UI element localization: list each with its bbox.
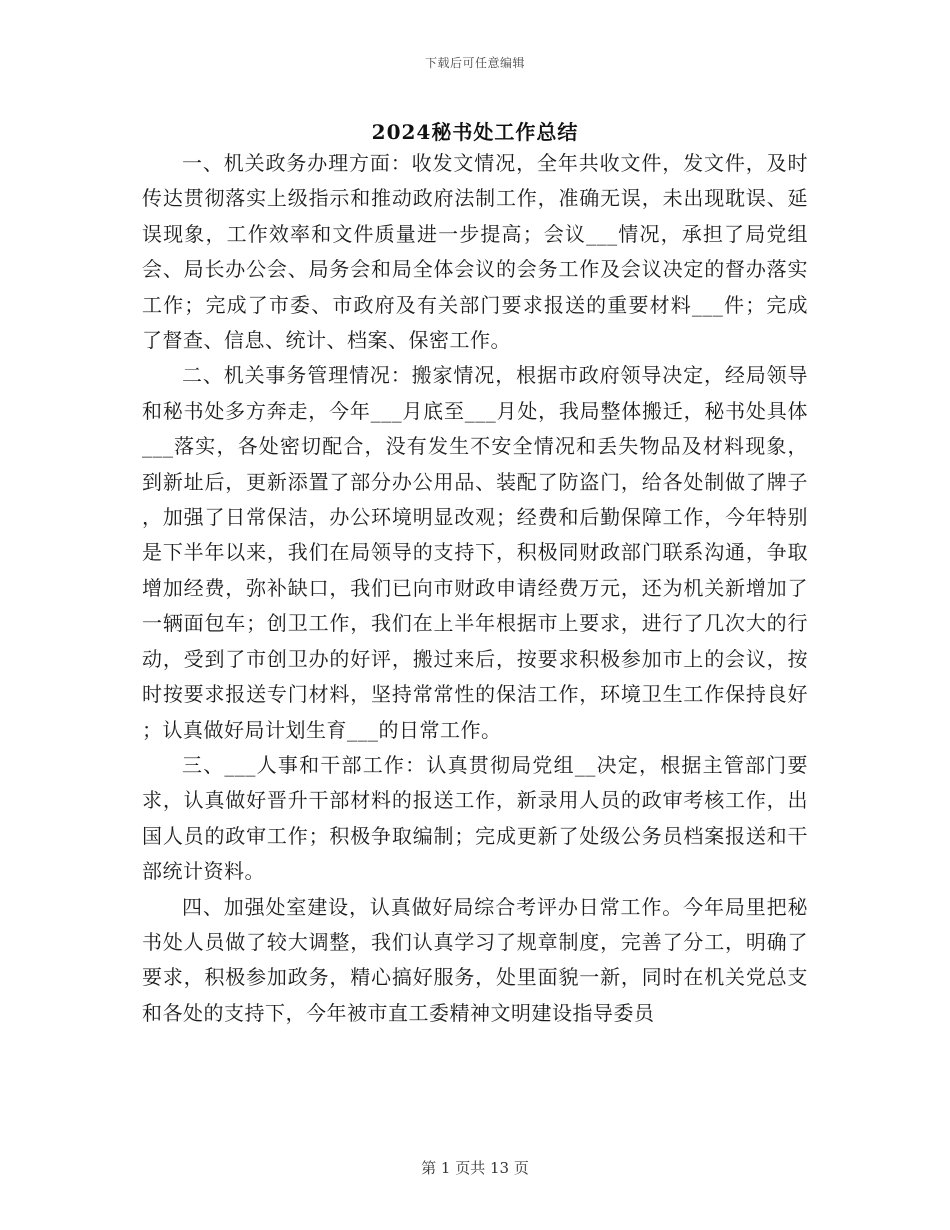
paragraph-4: 四、加强处室建设，认真做好局综合考评办日常工作。今年局里把秘书处人员做了较大调整，我们认真学习了规章制度，完善了分工，明确了要求，积极参加政务，精心搞好服务，处里面貌一新，同时在机关党总支和各处的支持下，今年被市直工委精神文明建设指导委员 xyxy=(142,894,808,1025)
page-number-footer: 第 1 页共 13 页 xyxy=(421,1159,529,1177)
document-body xyxy=(142,146,808,1031)
paragraph-2: 二、机关事务管理情况：搬家情况，根据市政府领导决定，经局领导和秘书处多方奔走，今年___月底至___月处，我局整体搬迁，秘书处具体___落实，各处密切配合，没有发生不安全情况和丢失物品及材料现象，到新址后，更新添置了部分办公用品、装配了防盗门，给各处制做了牌子，加强了日常保洁，办公环境明显改观；经费和后勤保障工作，今年特别是下半年以来，我们在局领导的支持下，积极同财政部门联系沟通，争取增加经费，弥补缺口，我们已向市财政申请经费万元，还为机关新增加了一辆面包车；创卫工作，我们在上半年根据市上要求，进行了几次大的行动，受到了市创卫办的好评，搬过来后，按要求积极参加市上的会议，按时按要求报送专门材料，坚持常常性的保洁工作，环境卫生工作保持良好；认真做好局计划生育___的日常工作。 xyxy=(142,363,808,742)
document-title: 2024秘书处工作总结 xyxy=(371,120,579,144)
header-note: 下载后可任意编辑 xyxy=(424,56,525,70)
paragraph-3: 三、___人事和干部工作：认真贯彻局党组__决定，根据主管部门要求，认真做好晋升干部材料的报送工作，新录用人员的政审考核工作，出国人员的政审工作；积极争取编制；完成更新了处级公务员档案报送和干部统计资料。 xyxy=(142,752,808,884)
paragraph-1: 一、机关政务办理方面：收发文情况，全年共收文件，发文件，及时传达贯彻落实上级指示和推动政府法制工作，准确无误，未出现耽误、延误现象，工作效率和文件质量进一步提高；会议___情况，承担了局党组会、局长办公会、局务会和局全体会议的会务工作及会议决定的督办落实工作；完成了市委、市政府及有关部门要求报送的重要材料___件；完成了督查、信息、统计、档案、保密工作。 xyxy=(142,151,808,353)
